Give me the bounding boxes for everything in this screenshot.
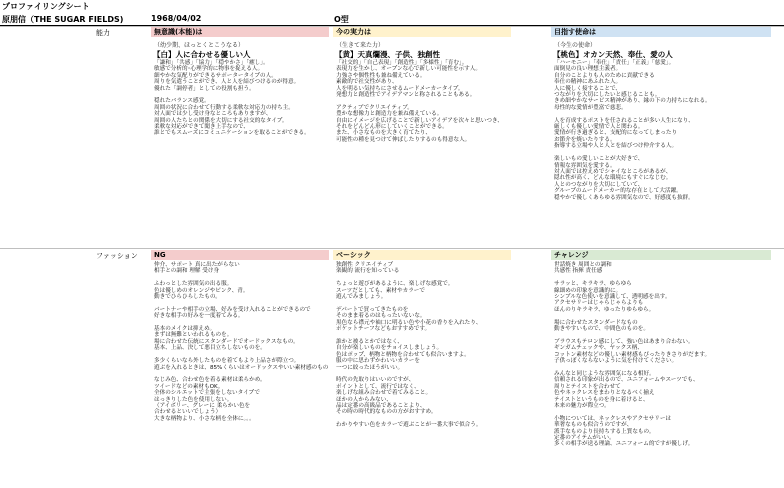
mission-subtitle: （今生の使命） [554,42,597,49]
sheet-title: プロファイリングシート [2,2,90,11]
unconscious-description: 「謙和」「共感」「協力」「穏やかさ」「癒し」。 敏感で分析的･心理学的に物事を捉える人。 細やかな気配りができるサポータータイプの人。 周りを気遣うことができ、人と人を結びつけるのが得意。 優れた「調停者」としての役割も担う。 穏れたバランス感覚。 周囲の状況に合わせて行動する柔軟な対応力の持ち主。 対人面では少し受け身なところもありますが、 周囲の人たちとの関係を大切にする社交的なタイプ。 柔軟な対応ができて聞き上手なので、 誰とでもスムーズにコミュニケーションを取ることができる。 [154,60,310,137]
mission-description: 「ハーモニー」「奉仕」「責任」「正義」「慈愛」。 面倒見の良い理想主義者。 自分のことよりも人のために貢献できる 奉仕の精神にあふれた人。 人に優しく接することで、 つながりを大切にしたいと感じることも。 きめ細やかなサービス精神があり、縁の下の力持ちになれる。 母性的な愛情が豊富で慈悲。 人を育成するポストを任されることが多い人生になり、 厳しくも優しい愛情で人と関わる。 愛情が行き過ぎると、支配的になってしまったり お節介を焼いたりする。 指導する立場や人と人とを結びつけ仲介する人。 楽しいもの愛しいことが大好きで、 情報な雰囲気を愛する。 対人面では控えめでシャイなところがあるが、 隠れ性が高く、どんな環境にもすぐになじむ。 人とのつながりを大切にしていて、 グループのムードメーカー的な存在として大活躍。 穏やかで優しくあらゆる雰囲気なので、好感度も抜群。 [554,60,711,201]
current-ability-description: 「社交的」「自己表現」「創造性」「多様性」「育む」。 表現力を生かし、オープンな心で新しい可能性を示す人。 力強さや個性性も兼ね備えている。 素敵的で社交性があり、 人を明るい気持ちにさせるムードメーカータイプ。 発想力と創造性でアイデアマンと称されることもある。 アクティブでクリエイティブ。 豊かな想像力と創造力を兼ね備えている。 自由にイメージを広げることで新しいアイデアを次々と思いつき、 それをどんどん形にしていくことができる。 また、小さなものを大きく育てたり、 可能性の種を見つけて伸ばしたりするのも得意な人。 [336,60,503,143]
unconscious-header: 無意識(本能)は [151,27,329,37]
fashion-label: ファッション [96,252,138,260]
ng-header: NG [151,250,329,260]
ng-description: 仲介、サポート 真に出たがらない 相手との調和 理解 受け身 ふわっとした雰囲気の出る服。 色は優しめのオレンジやピンク、青。 動きでひらひらしたもの。 パートナーや相手の立場、好みを受け入れることができるので 好きな相手の好みを一度着てみる。 基本のメイクは抑えめ。 まずは無難といわれるものを。 場に合わせた伝統にスタンダードでオードックスなもの。 基本、上品、決して悪目立ちしないものを。 多少くらいなら外したものを着てもより上品さが際立つ。 遊ぶを入れるときは、85%くらいはオードックスやいい素材感のもの なじみ色、合わせ色を着る素材は柔らかめ。 ツイードなどの素材もOK。 全体のシルエットで主張をしないタイプで はっきりした色を使用しない。 （アイボリー、グレーに 柔らかい色を 合わせるといいでしょう） 大きな柄物より、小さな柄を全体に。。。 [154,262,329,422]
challenge-header: チャレンジ [551,250,771,260]
person-name: 原朋信（THE SUGAR FIELDS) [2,15,124,24]
basic-header: ベーシック [333,250,511,260]
unconscious-subtitle: （幼少期、ほっとくとこうなる） [154,42,245,49]
blood-type: O型 [334,15,349,24]
birth-date: 1968/04/02 [151,14,202,23]
current-ability-header: 今の実力は [333,27,511,37]
current-ability-subtitle: （生きて来た力） [336,42,385,49]
ability-label: 能力 [96,29,110,37]
current-ability-heading: 【黄】天真爛漫、子供、独創性 [335,50,440,59]
basic-description: 独創性 クリエイティブ 楽観的 流行を知っている ちょっと遊びがあるように、楽しげな感覚で。 スーツだとしても、素材やカラーで 遊んでみましょう。 デパートで買ってきたものを そのまま着るのはもったいないな。 黒色なら襟元や袖口に明るい色や小花の香りを入れたり、 ポケットチーフなどもおすすめです。 誰かと被るとかではなく、 自分が楽しいものをチョイスしましょう。 色はポップ、柄物と柄物を合わせても似合いますよ。 服の中に思わずかわいいカラーを 一つに絞ったほうがいい。 時代の先取りはいいのですが、 ポイントとして、流行ではなく、 楽しげな組み合わせで着てみること。 ほかの人からみない、 品は定番の高級品であることより、 その時の時代的なものの方がおすすめ。 わかりやすい色をカラーで遊ぶことが一番大事で似合う。 [336,262,482,429]
mission-heading: 【桃色】オカン天然、奉仕、愛の人 [553,50,673,59]
fashion-section-divider [0,248,784,249]
challenge-description: 世話焼き 周囲との調和 共感性 指揮 責任感 サラッと、キラキラ、ゆらゆら 線細めの印象を意識的に。 シンプルな色使いを意識して、透明感を出す。 アクセサリーはじゃらじゃらよりも ほんのりキラキラ、ゆったりゆらゆら。 場に合わせたスタンダードなもの 動きやすいもので、中間色のものを。 ブラウスもテロン感にして、強い色はあまり合わない。 ギンガムチェックや、ヤックス柄、 コットン素材などの優しい素材感もぴったりきさりがだます。 子供っぽくならないように気を付けてください。 みんなと同じような雰囲気になる相好。 信頼される印象が出るので、ユニフォームやスーツでも、 周りとテイストを合わせて 色やネックレスをまわりとなるべく揃え テイストというものを身に着けると、 本来の魅力が際立つ。 小物については、ネックレスやアクセサリーは 華奢なものも似合うのですが、 派手なものより長持ちする上質なもの。 定番のアイテムがいい。 多くの相手が送る理論、ユニフォーム的ですが優しげ。 [554,262,711,448]
unconscious-heading: 【白】人に合わせる優しい人 [153,50,251,59]
mission-header: 目指す使命は [551,27,771,37]
